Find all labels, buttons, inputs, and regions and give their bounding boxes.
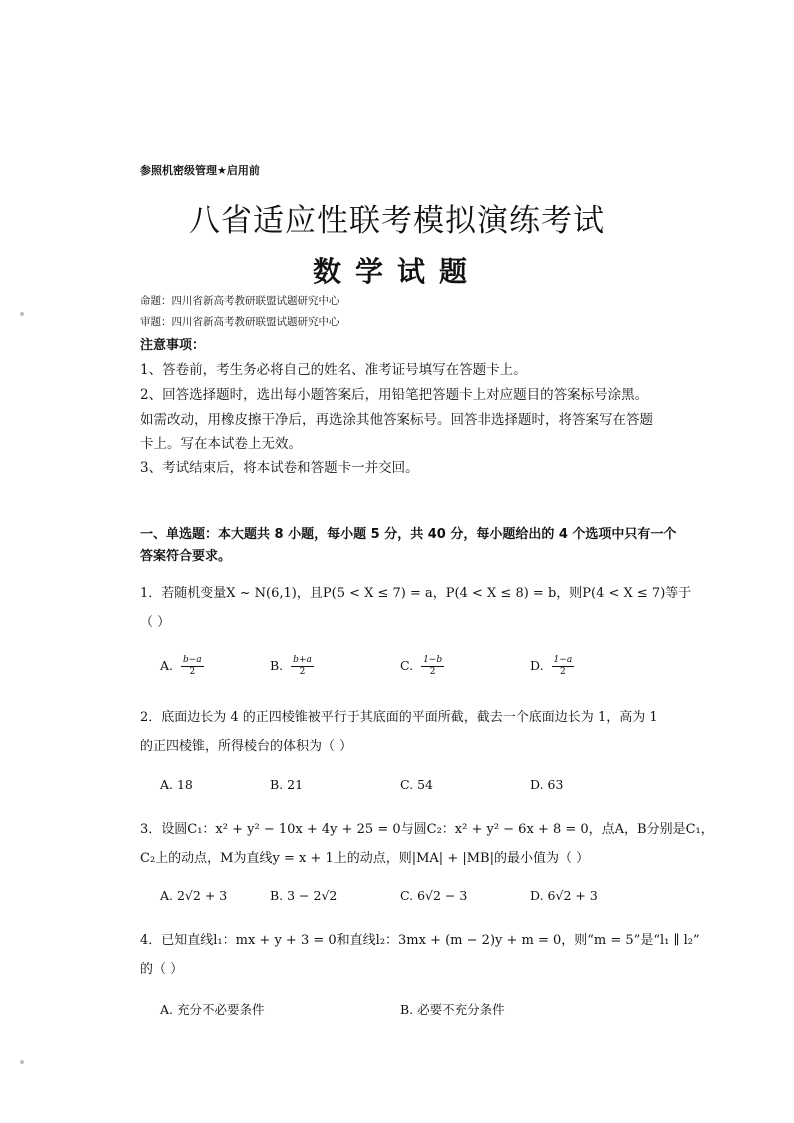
exam-subtitle: 数学试题 [312,255,481,288]
q1-option-b-fraction [291,655,314,678]
section-heading-line-1: 一、单选题：本大题共 8 小题，每小题 5 分，共 40 分，每小题给出的 4 个选项中只有一个 [140,527,677,542]
q2-option-b: B. 21 [270,777,304,792]
q1-option-a-label: A. [160,658,174,673]
question-3-line-2: C₂上的动点，M为直线y = x + 1上的动点，则|MA| + |MB|的最小值为（ ） [140,851,590,866]
question-4-line-2: 的（ ） [140,962,184,977]
q3-option-a: A. 2√2 + 3 [160,888,228,903]
question-2-line-1: 2．底面边长为 4 的正四棱锥被平行于其底面的平面所截，截去一个底面边长为 1，高为 1 [140,710,658,725]
q2-option-d: D. 63 [530,777,564,792]
q1-option-c [400,655,444,678]
reviewer-line: 审题：四川省新高考教研联盟试题研究中心 [140,316,340,328]
question-2-line-2: 的正四棱锥，所得棱台的体积为（ ） [140,739,353,754]
q1-a-numerator: b−a [183,655,202,665]
q1-option-a-fraction [181,655,204,678]
notice-line-1: 1、答卷前，考生务必将自己的姓名、准考证号填写在答题卡上。 [140,362,527,378]
q1-option-a [160,655,204,678]
q1-c-numerator: 1−b [423,655,443,665]
q1-option-d-fraction [552,655,575,678]
q4-option-a: A. 充分不必要条件 [160,1002,265,1017]
q1-option-b-label: B. [270,658,284,673]
q1-option-c-label: C. [400,658,414,673]
q1-d-denominator: 2 [560,667,566,677]
question-4-line-1: 4．已知直线l₁：mx + y + 3 = 0和直线l₂：3mx + (m − 2)y + m = 0，则“m = 5”是“l₁ ∥ l₂” [140,933,700,948]
notice-heading: 注意事项： [140,338,206,353]
scan-mark [20,312,24,316]
q4-option-b: B. 必要不充分条件 [400,1002,505,1017]
q1-c-denominator: 2 [429,667,436,677]
q3-option-b: B. 3 − 2√2 [270,888,338,903]
scan-mark [20,1060,24,1064]
notice-line-5: 3、考试结束后，将本试卷和答题卡一并交回。 [140,460,419,476]
section-heading-line-2: 答案符合要求。 [140,549,232,564]
exam-title: 八省适应性联考模拟演练考试 [189,203,605,239]
notice-line-2: 2、回答选择题时，选出每小题答案后，用铅笔把答题卡上对应题目的答案标号涂黑。 [140,387,649,403]
q3-option-c: C. 6√2 − 3 [400,888,468,903]
q2-option-a: A. 18 [160,777,193,792]
q1-option-d [530,655,574,678]
secret-level-label: 参照机密级管理★启用前 [140,164,260,177]
notice-line-3: 如需改动，用橡皮擦干净后，再选涂其他答案标号。回答非选择题时，将答案写在答题 [140,412,653,428]
question-1-paren: （ ） [140,615,171,630]
q1-option-d-label: D. [530,658,544,673]
q1-d-numerator: 1−a [553,655,573,665]
q1-option-c-fraction [421,655,444,678]
notice-line-4: 卡上。写在本试卷上无效。 [140,436,302,452]
question-3-line-1: 3．设圆C₁：x² + y² − 10x + 4y + 25 = 0与圆C₂：x² + y² − 6x + 8 = 0，点A，B分别是C₁， [140,822,714,837]
q1-b-denominator: 2 [299,667,306,677]
question-1-text: 1．若随机变量X ~ N(6,1)，且P(5 < X ≤ 7) = a，P(4 < X ≤ 8) = b，则P(4 < X ≤ 7)等于 [140,586,692,601]
author-line: 命题：四川省新高考教研联盟试题研究中心 [140,295,340,307]
q3-option-d: D. 6√2 + 3 [530,888,598,903]
q2-option-c: C. 54 [400,777,433,792]
q1-b-numerator: b+a [293,655,312,665]
q1-option-b [270,655,314,678]
q1-a-denominator: 2 [189,667,196,677]
